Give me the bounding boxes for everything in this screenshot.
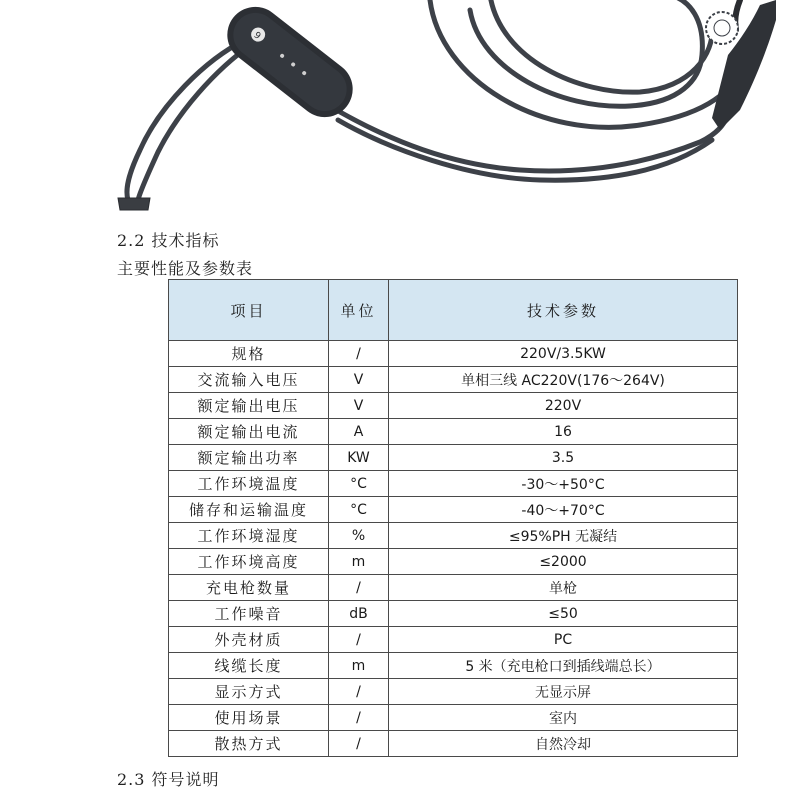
table-row [169,679,738,705]
row-item: 显示方式 [169,679,329,705]
gear-icon [706,12,738,44]
row-unit: / [329,731,389,757]
table-row [169,393,738,419]
row-value: 5 米（充电枪口到插线端总长） [389,653,738,679]
row-unit: / [329,679,389,705]
row-item: 额定输出电流 [169,419,329,445]
table-row [169,367,738,393]
row-unit: °C [329,497,389,523]
header-item: 项目 [169,280,329,341]
row-value: ≤95%PH 无凝结 [389,523,738,549]
table-row [169,653,738,679]
spec-table [168,279,738,757]
row-item: 充电枪数量 [169,575,329,601]
row-unit: A [329,419,389,445]
row-unit: / [329,575,389,601]
row-item: 线缆长度 [169,653,329,679]
control-box [216,0,364,128]
row-value: PC [389,627,738,653]
row-unit: dB [329,601,389,627]
table-row [169,549,738,575]
row-value: 220V/3.5KW [389,341,738,367]
row-unit: KW [329,445,389,471]
table-row [169,627,738,653]
row-value: 无显示屏 [389,679,738,705]
charging-cable-illustration [118,0,776,210]
row-unit: / [329,341,389,367]
row-value: 单相三线 AC220V(176～264V) [389,367,738,393]
row-value: 220V [389,393,738,419]
row-value: 自然冷却 [389,731,738,757]
row-unit: V [329,367,389,393]
row-unit: m [329,653,389,679]
header-value: 技术参数 [389,280,738,341]
table-row [169,497,738,523]
table-row [169,601,738,627]
row-unit: % [329,523,389,549]
row-value: -30～+50°C [389,471,738,497]
row-value: ≤2000 [389,549,738,575]
row-item: 外壳材质 [169,627,329,653]
table-row [169,705,738,731]
table-row [169,575,738,601]
table-row [169,523,738,549]
row-item: 散热方式 [169,731,329,757]
row-unit: °C [329,471,389,497]
row-item: 额定输出功率 [169,445,329,471]
row-item: 额定输出电压 [169,393,329,419]
row-unit: / [329,705,389,731]
row-unit: V [329,393,389,419]
row-item: 工作环境温度 [169,471,329,497]
section-heading-2-2: 2.2 技术指标 [117,231,220,250]
table-row [169,471,738,497]
row-item: 工作环境高度 [169,549,329,575]
table-row [169,419,738,445]
row-value: 室内 [389,705,738,731]
table-caption: 主要性能及参数表 [117,259,254,278]
row-value: ≤50 [389,601,738,627]
row-item: 工作噪音 [169,601,329,627]
header-unit: 单位 [329,280,389,341]
row-unit: / [329,627,389,653]
row-unit: m [329,549,389,575]
row-item: 规格 [169,341,329,367]
table-header-row [169,280,738,341]
svg-text:9: 9 [251,30,263,42]
row-value: 3.5 [389,445,738,471]
row-item: 使用场景 [169,705,329,731]
row-item: 工作环境湿度 [169,523,329,549]
row-value: -40～+70°C [389,497,738,523]
row-item: 交流输入电压 [169,367,329,393]
table-row [169,341,738,367]
product-photo [0,0,800,222]
row-value: 单枪 [389,575,738,601]
row-value: 16 [389,419,738,445]
section-heading-2-3: 2.3 符号说明 [117,770,220,789]
row-item: 储存和运输温度 [169,497,329,523]
table-row [169,445,738,471]
table-row [169,731,738,757]
